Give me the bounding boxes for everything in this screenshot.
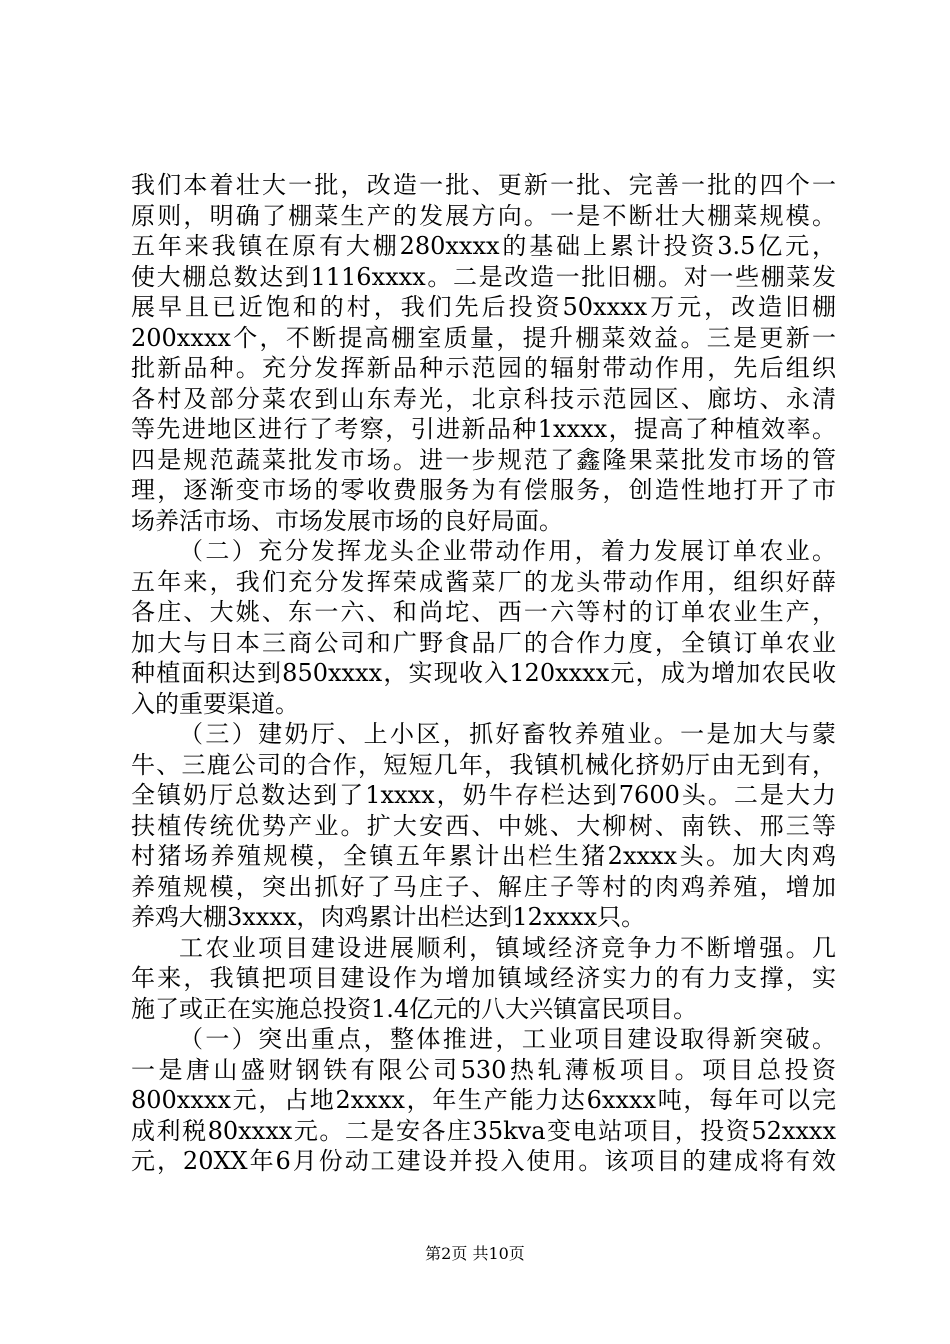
text-line: 元，20XX年6月份动工建设并投入使用。该项目的建成将有效 — [131, 1147, 836, 1175]
section-heading-line: （一）突出重点，整体推进，工业项目建设取得新突破。 — [179, 1025, 836, 1053]
section-heading-line: 工农业项目建设进展顺利，镇域经济竞争力不断增强。几 — [179, 933, 836, 962]
text-line: 原则，明确了棚菜生产的发展方向。一是不断壮大棚菜规模。 — [131, 201, 836, 230]
page-number: 第2页 共10页 — [425, 1244, 525, 1263]
text-line: 展早且已近饱和的村，我们先后投资50xxxx万元，改造旧棚 — [131, 293, 836, 321]
text-line: 批新品种。充分发挥新品种示范园的辐射带动作用，先后组织 — [131, 354, 836, 382]
text-line: 村猪场养殖规模，全镇五年累计出栏生猪2xxxx头。加大肉鸡 — [131, 842, 836, 870]
section-heading-line: （三）建奶厅、上小区，抓好畜牧养殖业。一是加大与蒙 — [179, 720, 836, 748]
text-line: 200xxxx个，不断提高棚室质量，提升棚菜效益。三是更新一 — [131, 323, 836, 352]
text-line: 年来，我镇把项目建设作为增加镇域经济实力的有力支撑，实 — [131, 964, 836, 992]
text-line: 养鸡大棚3xxxx，肉鸡累计出栏达到12xxxx只。 — [131, 903, 646, 931]
text-line: 扶植传统优势产业。扩大安西、中姚、大柳树、南铁、邢三等 — [131, 811, 836, 840]
text-line: 牛、三鹿公司的合作，短短几年，我镇机械化挤奶厅由无到有， — [131, 750, 836, 779]
text-line: 入的重要渠道。 — [131, 689, 299, 718]
text-line: 全镇奶厅总数达到了1xxxx，奶牛存栏达到7600头。二是大力 — [131, 781, 836, 809]
text-line: 使大棚总数达到1116xxxx。二是改造一批旧棚。对一些棚菜发 — [131, 262, 836, 291]
text-line: 各庄、大姚、东一六、和尚坨、西一六等村的订单农业生产， — [131, 598, 836, 626]
text-line: 理，逐渐变市场的零收费服务为有偿服务，创造性地打开了市 — [131, 476, 836, 504]
text-line: 成利税80xxxx元。二是安各庄35kva变电站项目，投资52xxxx — [131, 1116, 836, 1145]
page-footer — [0, 1244, 950, 1264]
text-line: 五年来我镇在原有大棚280xxxx的基础上累计投资3.5亿元， — [131, 232, 836, 260]
text-line: 800xxxx元，占地2xxxx，年生产能力达6xxxx吨，每年可以完 — [131, 1086, 836, 1114]
body-text — [131, 170, 836, 1177]
text-line: 各村及部分菜农到山东寿光，北京科技示范园区、廊坊、永清 — [131, 384, 836, 413]
text-line: 等先进地区进行了考察，引进新品种1xxxx，提高了种植效率。 — [131, 415, 836, 443]
text-line: 四是规范蔬菜批发市场。进一步规范了鑫隆果菜批发市场的管 — [131, 445, 836, 474]
text-line: 一是唐山盛财钢铁有限公司530热轧薄板项目。项目总投资 — [131, 1055, 836, 1084]
text-line: 施了或正在实施总投资1.4亿元的八大兴镇富民项目。 — [131, 994, 698, 1023]
text-line: 加大与日本三商公司和广野食品厂的合作力度，全镇订单农业 — [131, 628, 836, 657]
section-heading-line: （二）充分发挥龙头企业带动作用，着力发展订单农业。 — [179, 537, 836, 565]
text-line: 场养活市场、市场发展市场的良好局面。 — [131, 506, 563, 535]
text-line: 种植面积达到850xxxx，实现收入120xxxx元，成为增加农民收 — [131, 659, 836, 687]
text-line: 五年来，我们充分发挥荣成酱菜厂的龙头带动作用，组织好薛 — [131, 567, 836, 596]
text-line: 养殖规模，突出抓好了马庄子、解庄子等村的肉鸡养殖，增加 — [131, 872, 836, 901]
text-line: 我们本着壮大一批，改造一批、更新一批、完善一批的四个一 — [131, 171, 836, 199]
